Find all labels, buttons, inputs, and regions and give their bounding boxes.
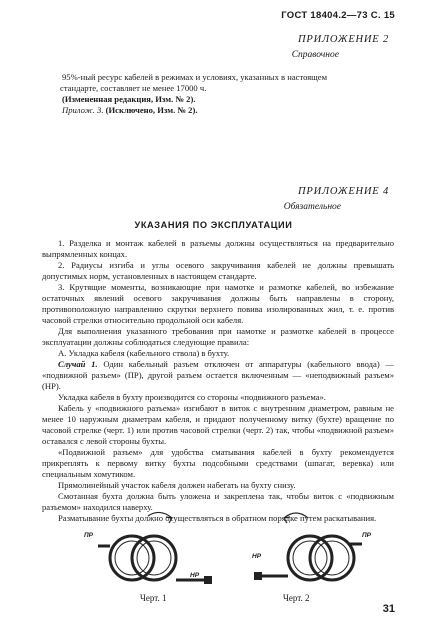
paragraph-1: 1. Разделка и монтаж кабелей в разъемы должны осуществляться на предварительно выпрямленных концах.: [42, 238, 394, 259]
appendix-4-title: ПРИЛОЖЕНИЕ 4: [298, 186, 389, 197]
appendix-2-line-3: (Измененная редакция, Изм. № 2).: [62, 94, 196, 104]
figure-2-caption: Черт. 2: [283, 593, 310, 603]
paragraph-3: 3. Крутящие моменты, возникающие при намотке и размотке кабелей, во избежание остаточных явлений осевого закручивания должны быть направлены в сторону, противоположную направлению скрутки верхнего повива изолированных жил, т. е. против часовой стрелки относительно продольной оси кабеля.: [42, 282, 394, 325]
figure-1-nr-connector: [204, 576, 212, 584]
figure-1-label-pr: ПР: [84, 532, 94, 539]
appendix-2-line-4: [62, 105, 392, 116]
figure-1-label-nr: НР: [190, 572, 200, 579]
case-1-label: Случай 1.: [58, 359, 98, 369]
appendix-2-line-2: стандарте, составляет не менее 17000 ч.: [60, 83, 207, 93]
figure-2-label-nr: НР: [252, 553, 262, 560]
appendix-2-body: [62, 72, 392, 116]
paragraph-2: 2. Радиусы изгиба и углы осевого закручивания кабелей не должны превышать допустимых норм, установленных в настоящем стандарте.: [42, 260, 394, 281]
appendix-2-line-1: 95%-ный ресурс кабелей в режимах и условиях, указанных в настоящем: [62, 72, 328, 82]
instructions-body: [42, 238, 394, 524]
appendix-3-excluded: (Исключено, Изм. № 2).: [103, 105, 198, 115]
figure-1-arrowhead: [166, 517, 172, 523]
paragraph-11: Смотанная бухта должна быть уложена и закреплена так, чтобы виток с «подвижным разъемом» находился наверху.: [42, 491, 394, 512]
paragraph-8: Кабель у «подвижного разъема» изгибают в виток с внутренним диаметром, равным не менее 10 наружным диаметрам кабеля, и придают полученному витку (бухте) вращение по часовой стрелке (черт. 1) или против часовой стрелки (черт. 2) так, чтобы «подвижной разъем» оставался с левой стороны бухты.: [42, 403, 394, 446]
standard-header: ГОСТ 18404.2—73 С. 15: [281, 10, 395, 21]
paragraph-7: Укладка кабеля в бухту производится со стороны «подвижного разъема».: [58, 392, 326, 402]
figure-2-label-pr: ПР: [362, 532, 372, 539]
figure-2-arrowhead: [284, 517, 290, 523]
case-1-text: Один кабельный разъем отключен от аппаратуры (кабельного ввода) — «подвижной разъем» (ПР), другой разъем остается включенным — «неподвижный разъем» (НР).: [42, 359, 395, 391]
paragraph-12: Разматывание бухты должно осуществляться в обратном порядке путем раскатывания.: [58, 513, 377, 523]
appendix-4-subtitle: Обязательное: [283, 202, 341, 212]
paragraph-9: «Подвижной разъем» для удобства сматывания кабелей в бухту рекомендуется прикреплять к первому витку бухты подсобными средствами (шпагат, веревка) или специальным хомутиком.: [42, 447, 394, 479]
appendix-3-ref: Прилож. 3.: [62, 105, 104, 115]
paragraph-5: А. Укладка кабеля (кабельного ствола) в бухту.: [58, 348, 230, 358]
paragraph-6: [42, 359, 394, 392]
figure-2-cable-coil-diagram: [252, 506, 370, 588]
figure-1-caption: Черт. 1: [140, 593, 167, 603]
appendix-2-title: ПРИЛОЖЕНИЕ 2: [298, 34, 389, 45]
paragraph-10: Прямолинейный участок кабеля должен набегать на бухту снизу.: [58, 480, 296, 490]
paragraph-4: Для выполнения указанного требования при намотке и размотке кабелей в процессе эксплуатации должны соблюдаться следующие правила:: [42, 326, 394, 347]
section-title: УКАЗАНИЯ ПО ЭКСПЛУАТАЦИИ: [134, 220, 293, 230]
appendix-2-subtitle: Справочное: [291, 50, 339, 60]
figure-2-nr-connector: [254, 572, 262, 580]
page-number: 31: [382, 603, 395, 615]
